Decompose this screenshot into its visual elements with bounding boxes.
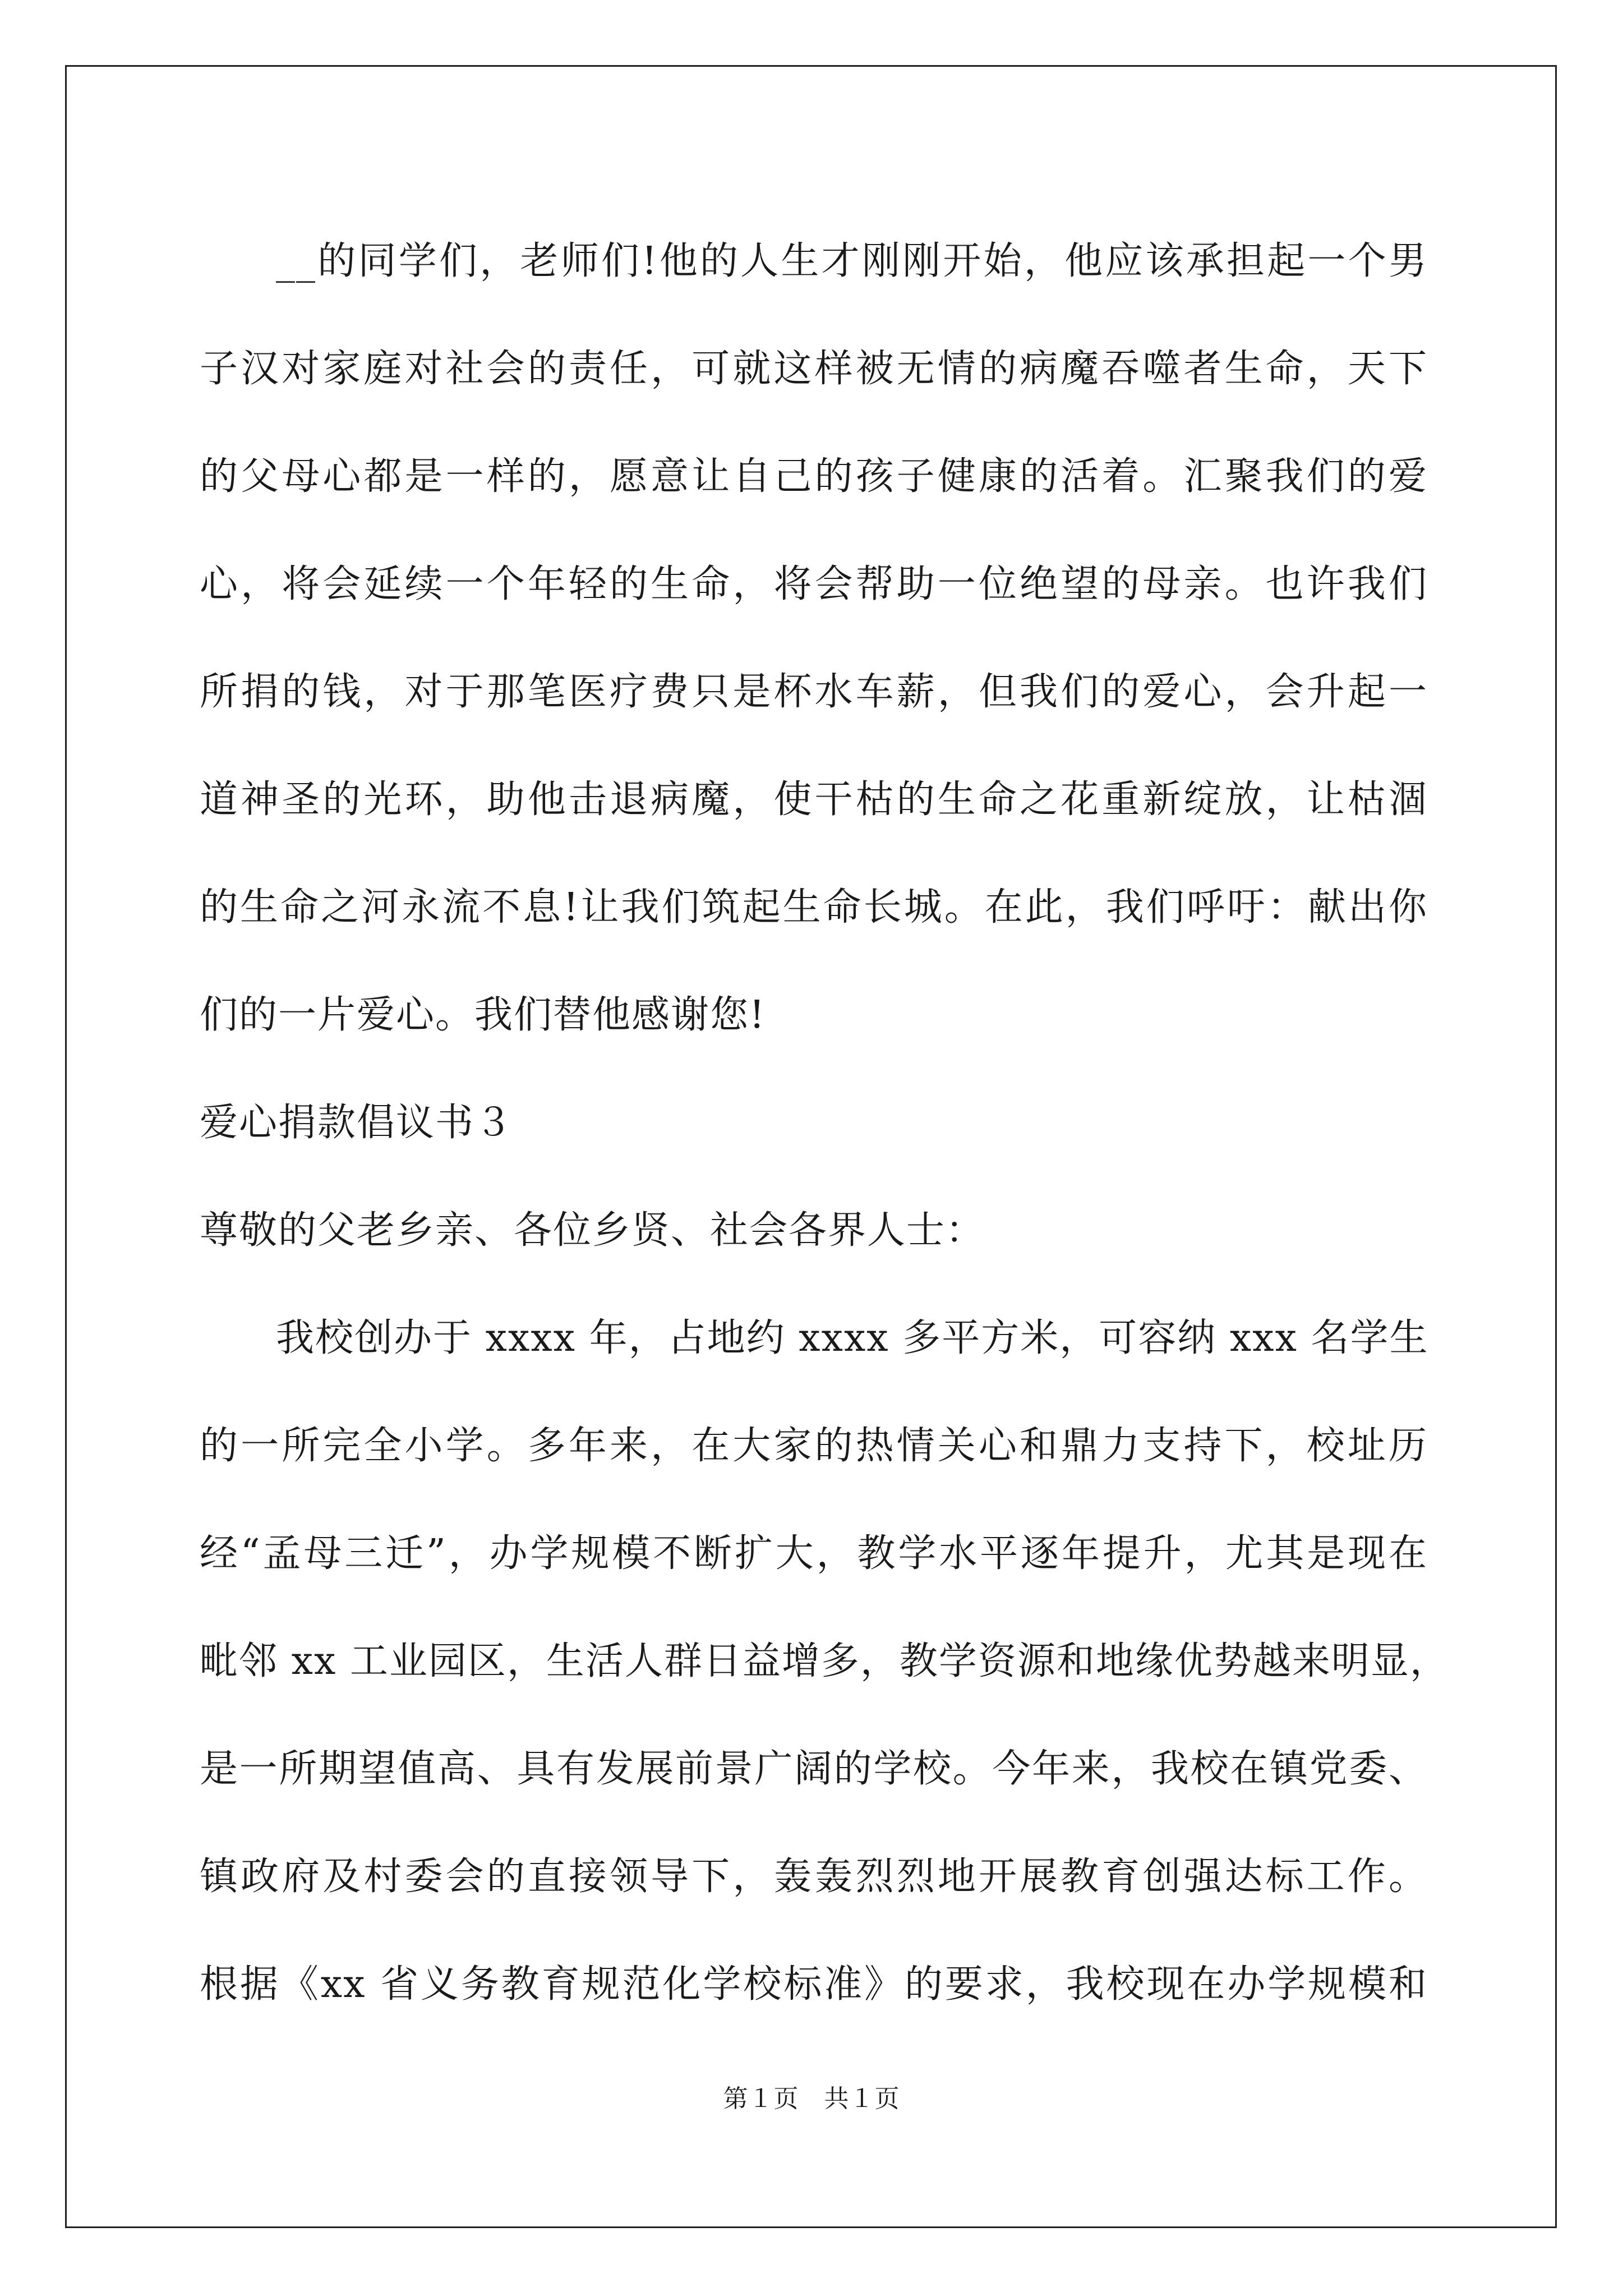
paragraph-2-line: 的一所完全小学。多年来，在大家的热情关心和鼎力支持下，校址历 [200, 1424, 1428, 1468]
paragraph-1-line: 子汉对家庭对社会的责任，可就这样被无情的病魔吞噬者生命，天下 [200, 347, 1428, 391]
paragraph-1-line: 道神圣的光环，助他击退病魔，使干枯的生命之花重新绽放，让枯涸 [200, 777, 1428, 822]
paragraph-1-line: 心，将会延续一个年轻的生命，将会帮助一位绝望的母亲。也许我们 [200, 562, 1428, 606]
paragraph-1-line: 们的一片爱心。我们替他感谢您! [200, 993, 766, 1037]
paragraph-2-line: 镇政府及村委会的直接领导下，轰轰烈烈地开展教育创强达标工作。 [200, 1855, 1428, 1899]
paragraph-2-line: 根据《xx 省义务教育规范化学校标准》的要求，我校现在办学规模和 [200, 1962, 1428, 2007]
paragraph-2-line: 是一所期望值高、具有发展前景广阔的学校。今年来，我校在镇党委、 [200, 1747, 1428, 1791]
section-heading: 爱心捐款倡议书３ [200, 1101, 514, 1145]
paragraph-1-line: 所捐的钱，对于那笔医疗费只是杯水车薪，但我们的爱心，会升起一 [200, 670, 1428, 714]
paragraph-1-line: 的生命之河永流不息!让我们筑起生命长城。在此，我们呼吁：献出你 [200, 885, 1428, 930]
paragraph-1-line: 的父母心都是一样的，愿意让自己的孩子健康的活着。汇聚我们的爱 [200, 454, 1428, 499]
document-body [200, 208, 1449, 2039]
paragraph-2-line: 经“孟母三迁”，办学规模不断扩大，教学水平逐年提升，尤其是现在 [200, 1531, 1428, 1576]
paragraph-2-line: 我校创办于 xxxx 年，占地约 xxxx 多平方米，可容纳 xxx 名学生 [276, 1316, 1429, 1360]
paragraph-2-line: 毗邻 xx 工业园区，生活人群日益增多，教学资源和地缘优势越来明显， [200, 1639, 1449, 1683]
paragraph-1-line: __的同学们，老师们!他的人生才刚刚开始，他应该承担起一个男 [276, 239, 1428, 283]
page-footer: 第１页 共１页 [723, 2085, 900, 2113]
paragraph-2 [200, 1285, 1449, 2039]
paragraph-1 [200, 208, 1428, 1069]
salutation: 尊敬的父老乡亲、各位乡贤、社会各界人士： [200, 1208, 985, 1253]
